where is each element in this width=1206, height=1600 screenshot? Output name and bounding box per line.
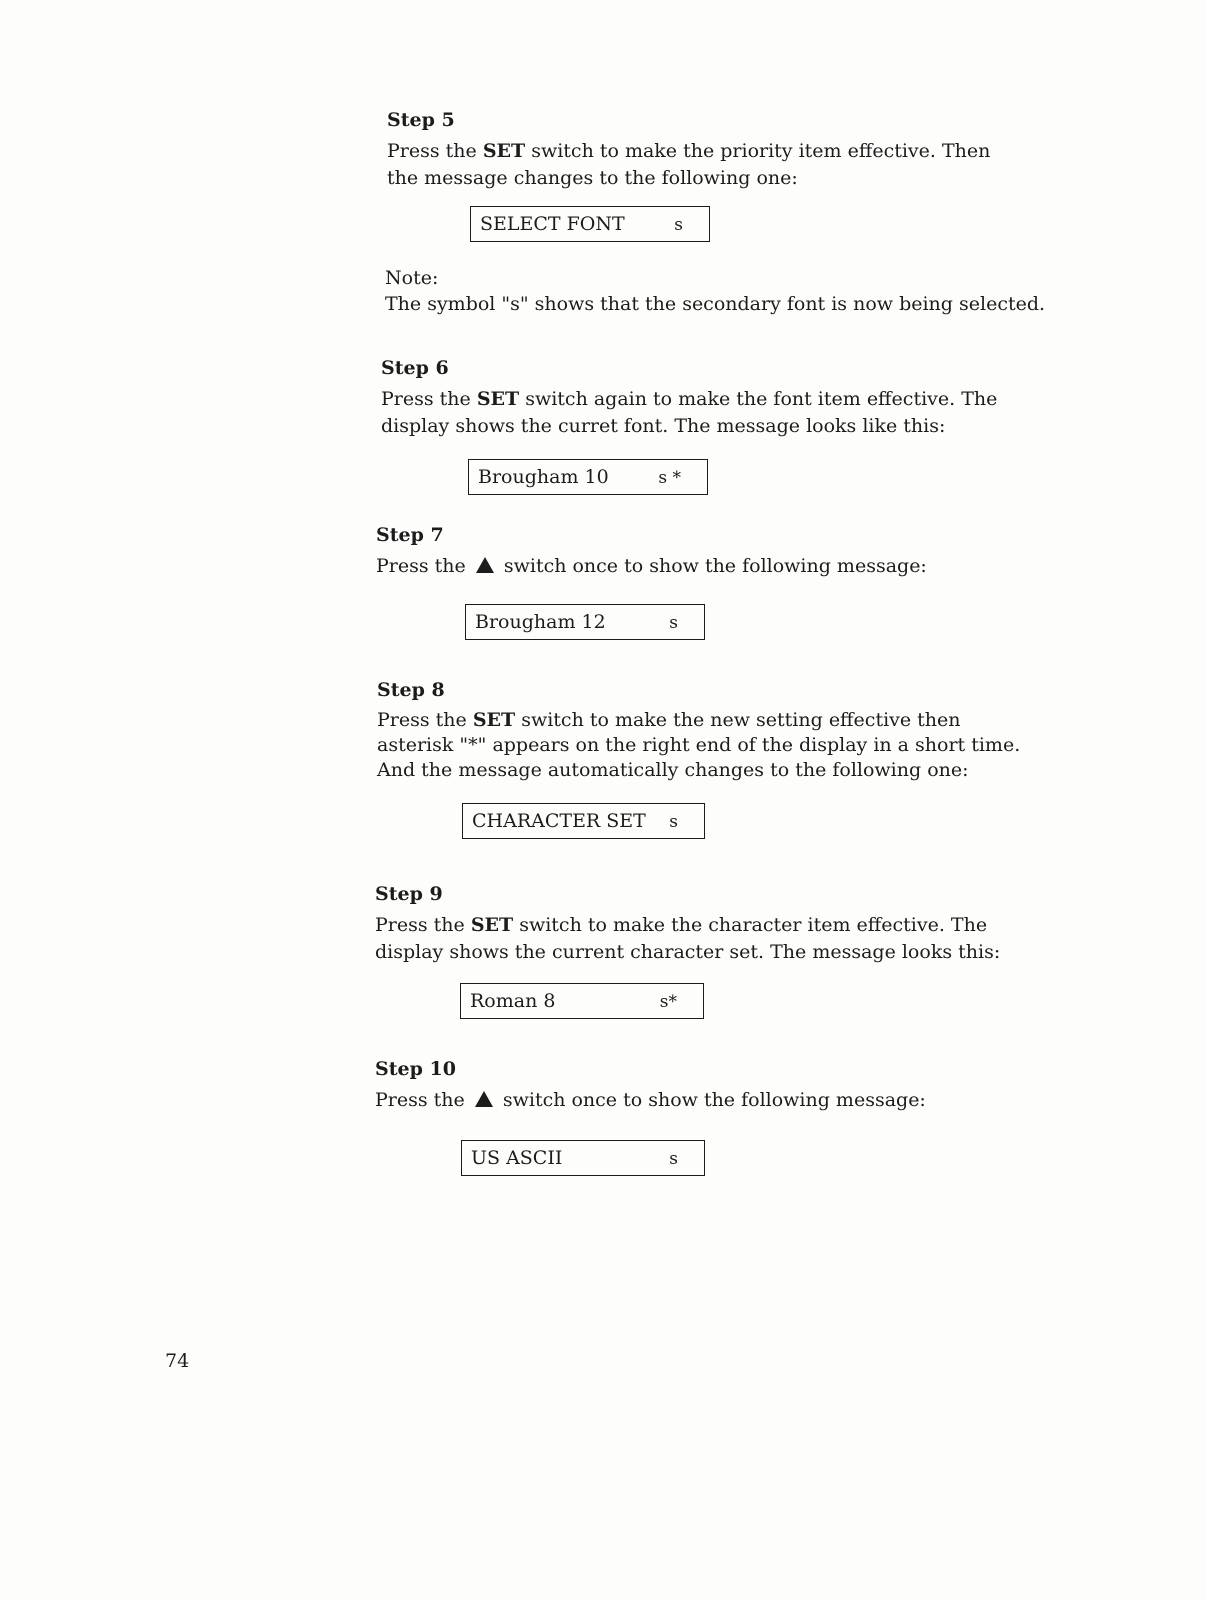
step-title: Step 6 [381,357,449,379]
note-text: The symbol "s" shows that the secondary font is now being selected. [385,293,1046,315]
text-part: Press the [376,555,472,577]
step-text [381,386,1021,440]
display-flag: s [669,812,678,832]
display-flag: s [669,1149,678,1169]
display-message: Brougham 12 [475,611,606,633]
display-message: US ASCII [471,1147,563,1169]
up-triangle-icon [475,1091,493,1107]
display-flag: s * [658,468,681,488]
text-part: switch once to show the following message: [497,555,927,577]
step-title: Step 8 [377,679,445,701]
step-9 [375,882,1025,966]
lcd-display [462,803,705,839]
set-keyword: SET [472,709,516,731]
step-5 [387,108,1027,192]
step-10 [375,1057,1035,1114]
text-part: Press the [381,388,477,410]
lcd-display [470,206,710,242]
display-flag: s* [659,992,677,1012]
step-title: Step 9 [375,883,443,905]
text-part: switch to make the new setting effective then asterisk "*" appears on the right end of the display in a short time. And the message automatically changes to the following one: [377,709,1021,781]
step-7 [376,523,1036,580]
text-part: switch once to show the following message: [496,1089,926,1111]
step-text [375,1087,1035,1114]
lcd-display [465,604,705,640]
text-part: Press the [387,140,483,162]
text-part: Press the [375,914,471,936]
display-message: Roman 8 [470,990,556,1012]
text-part: switch to make the priority item effective. Then the message changes to the following one: [387,140,991,189]
display-message: Brougham 10 [478,466,609,488]
lcd-display [461,1140,705,1176]
set-keyword: SET [470,914,514,936]
text-part: switch to make the character item effective. The display shows the current character set. The message looks this: [375,914,1001,963]
step-6 [381,356,1021,440]
step-text [376,553,1036,580]
up-triangle-icon [476,557,494,573]
display-flag: s [674,215,683,235]
step-title: Step 10 [375,1058,456,1080]
set-keyword: SET [482,140,526,162]
step-text [387,138,1027,192]
display-message: CHARACTER SET [472,810,646,832]
step-title: Step 7 [376,524,444,546]
lcd-display [460,983,704,1019]
step-title: Step 5 [387,109,455,131]
lcd-display [468,459,708,495]
text-part: Press the [375,1089,471,1111]
display-message: SELECT FONT [480,213,625,235]
step-text [375,912,1025,966]
step-text [377,708,1027,783]
display-flag: s [669,613,678,633]
text-part: Press the [377,709,473,731]
set-keyword: SET [476,388,520,410]
text-part: switch again to make the font item effective. The display shows the curret font. The message looks like this: [381,388,998,437]
note [385,265,1085,317]
page-number: 74 [165,1350,190,1372]
note-label: Note: [385,267,439,289]
step-8 [377,678,1027,783]
